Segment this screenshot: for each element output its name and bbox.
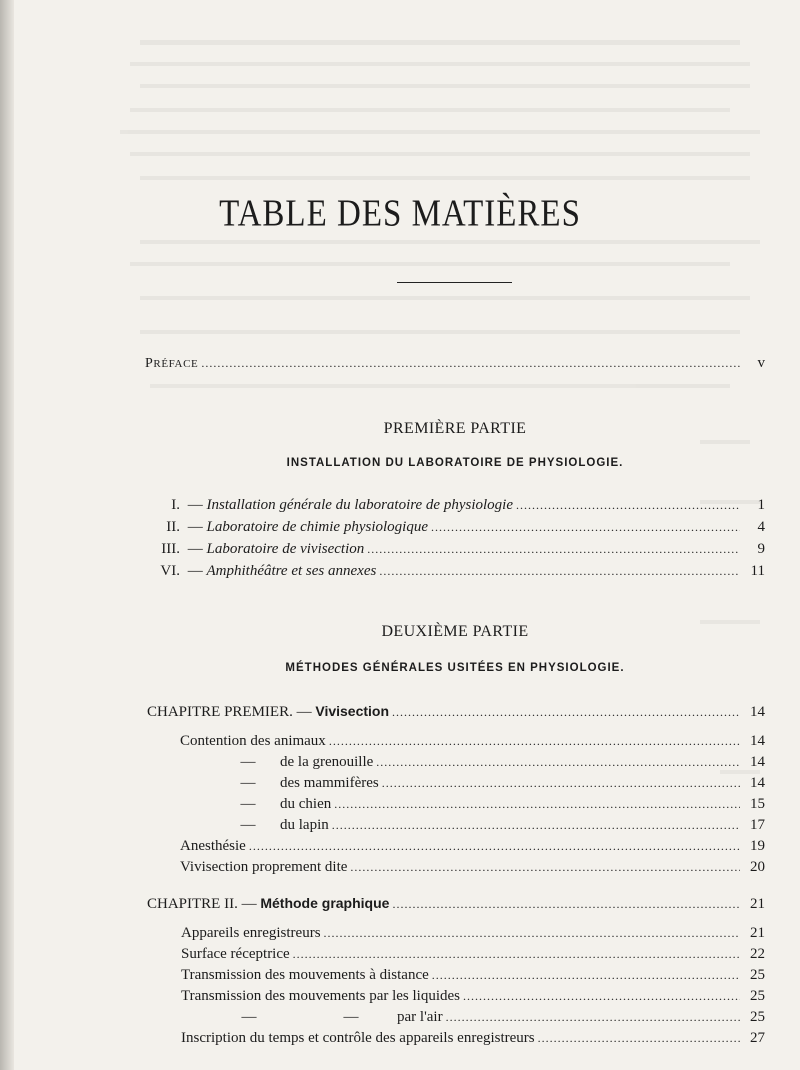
chapter-entry-2: CHAPITRE II. — Méthode graphique ..... 21 (147, 894, 765, 913)
leader-dots (332, 816, 740, 834)
leader-dots (431, 518, 740, 536)
chapter-title: Vivisection (315, 703, 390, 719)
toc-entry: I. — Installation générale du laboratoire de physiologie ..... 1 (120, 496, 765, 514)
page-number: 11 (750, 563, 765, 579)
page-number: 14 (750, 775, 765, 791)
leader-dots (334, 795, 740, 813)
toc-entry: — de la grenouille ..... 14 (180, 753, 765, 771)
leader-dots (446, 1008, 740, 1026)
toc-entry: Anesthésie ..... 19 (180, 837, 765, 855)
leader-dots (293, 945, 740, 963)
leader-dots (432, 966, 740, 984)
leader-dots (324, 924, 740, 942)
page-number: 14 (750, 733, 765, 749)
leader-dots (201, 354, 740, 372)
leader-dots (382, 774, 740, 792)
page-number: 1 (757, 497, 765, 513)
toc-entry: II. — Laboratoire de chimie physiologique ..... 4 (120, 518, 765, 536)
toc-entry: Transmission des mouvements à distance ..... 25 (181, 966, 765, 984)
page-number: 14 (750, 704, 765, 720)
leader-dots (379, 562, 740, 580)
toc-entry: Transmission des mouvements par les liquides ..... 25 (181, 987, 765, 1005)
toc-entry: Appareils enregistreurs ..... 21 (181, 924, 765, 942)
page-title: TABLE DES MATIÈRES (219, 193, 581, 235)
leader-dots (463, 987, 740, 1005)
leader-dots (516, 496, 740, 514)
leader-dots (392, 703, 740, 721)
page-number: 22 (750, 946, 765, 962)
page-number: 21 (750, 925, 765, 941)
part-heading-2: DEUXIÈME PARTIE (381, 623, 529, 640)
page-number: 15 (750, 796, 765, 812)
chapter-title: Méthode graphique (260, 895, 390, 911)
page-number: 14 (750, 754, 765, 770)
page-number: 17 (750, 817, 765, 833)
part-subheading-2: MÉTHODES GÉNÉRALES USITÉES EN PHYSIOLOGIE. (285, 662, 625, 674)
preface-label: PRÉFACE (145, 356, 199, 371)
page-number: 27 (750, 1030, 765, 1046)
leader-dots (350, 858, 740, 876)
page-number: 4 (757, 519, 765, 535)
toc-entry: III. — Laboratoire de vivisection ..... 9 (120, 540, 765, 558)
page-number: 25 (750, 967, 765, 983)
toc-entry: Contention des animaux ..... 14 (180, 732, 765, 750)
toc-entry: — du chien ..... 15 (180, 795, 765, 813)
part-heading-1: PREMIÈRE PARTIE (383, 420, 527, 437)
leader-dots (329, 732, 740, 750)
part-subheading-1: INSTALLATION DU LABORATOIRE DE PHYSIOLOGIE. (286, 457, 624, 469)
chapter-entry-1: CHAPITRE PREMIER. — Vivisection ..... 14 (147, 702, 765, 721)
toc-entry: Surface réceptrice ..... 22 (181, 945, 765, 963)
page-number: 9 (757, 541, 765, 557)
title-rule (397, 282, 512, 283)
leader-dots (367, 540, 740, 558)
page-binding-shadow (0, 0, 14, 1070)
toc-entry: — du lapin ..... 17 (180, 816, 765, 834)
page-number: v (757, 355, 765, 371)
page-number: 21 (750, 896, 765, 912)
toc-entry: Inscription du temps et contrôle des appareils enregistreurs ..... 27 (181, 1029, 765, 1047)
toc-entry: — — par l'air ..... 25 (181, 1008, 765, 1026)
toc-entry-preface (145, 354, 765, 373)
leader-dots (249, 837, 740, 855)
toc-entry: VI. — Amphithéâtre et ses annexes ..... 11 (120, 562, 765, 580)
toc-entry: Vivisection proprement dite ..... 20 (180, 858, 765, 876)
page-number: 25 (750, 988, 765, 1004)
page-number: 20 (750, 859, 765, 875)
leader-dots (538, 1029, 740, 1047)
toc-entry: — des mammifères ..... 14 (180, 774, 765, 792)
page-number: 19 (750, 838, 765, 854)
leader-dots (392, 895, 740, 913)
page-number: 25 (750, 1009, 765, 1025)
leader-dots (376, 753, 740, 771)
